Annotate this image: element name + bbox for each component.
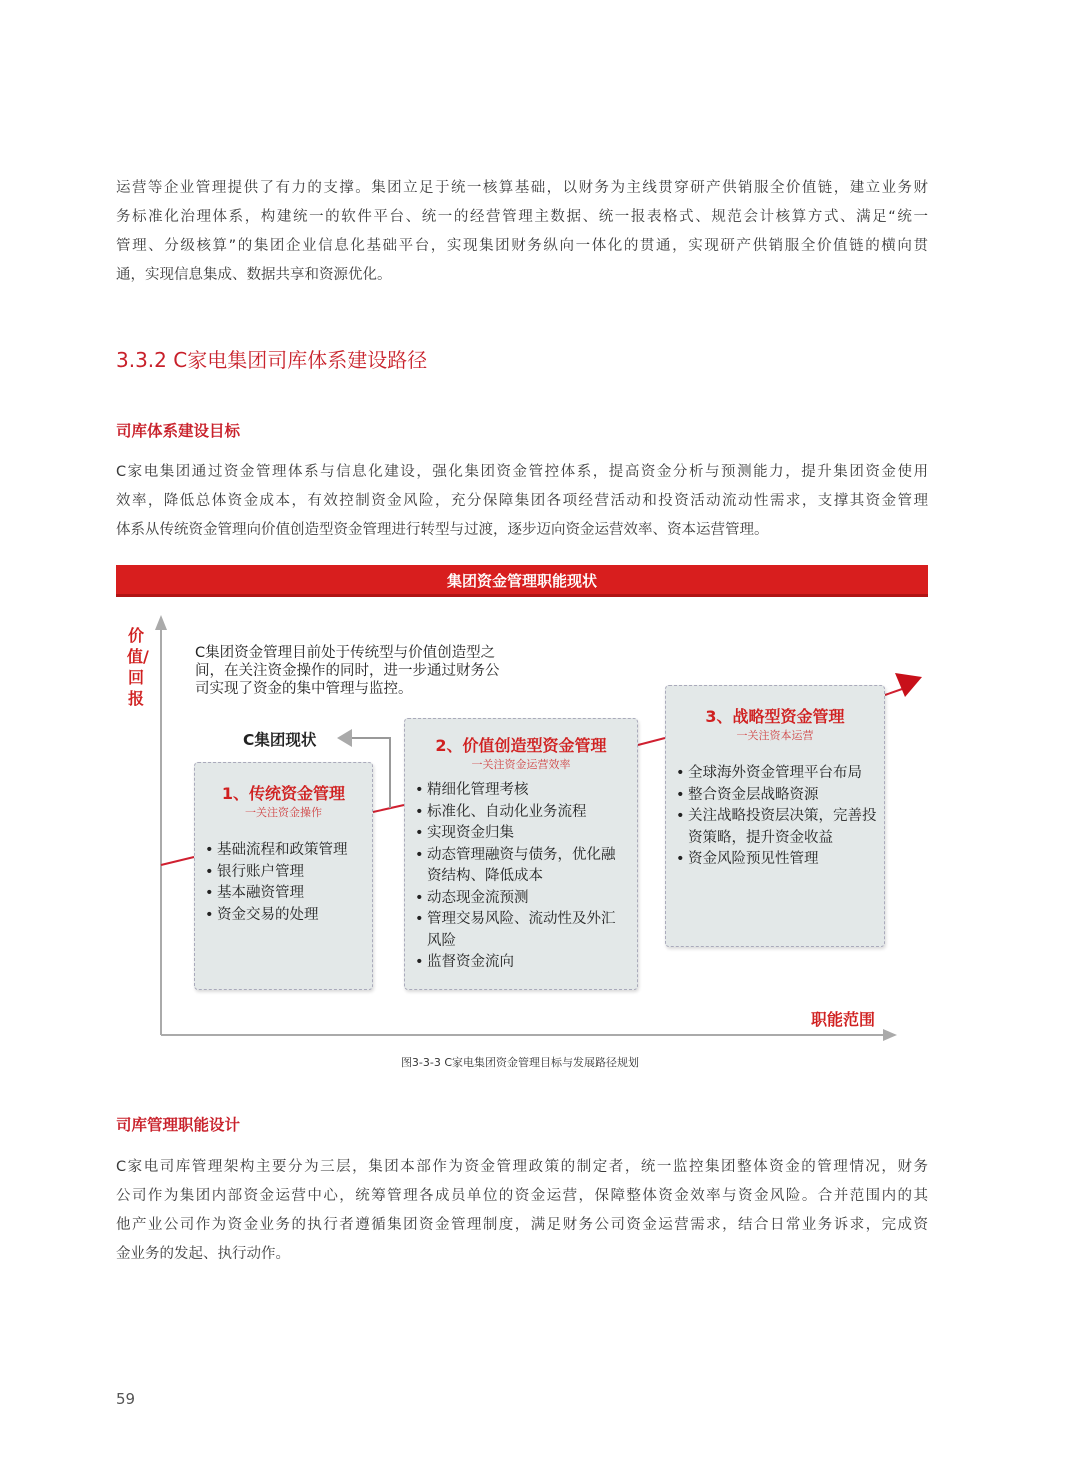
text-line: C家电集团通过资金管理体系与信息化建设，强化集团资金管控体系，提高资金分析与预测能力，提升集团资金使用 [116,464,928,480]
subheading-goal: 司库体系建设目标 [116,422,241,440]
x-axis-arrow-icon [883,1029,897,1041]
y-axis-arrow-icon [155,615,167,630]
text-line: 金业务的发起、执行动作。 [116,1246,290,1262]
text-line: 间，在关注资金操作的同时，进一步通过财务公 [195,663,500,679]
list-item: • 管理交易风险、流动性及外汇风险 [413,909,628,952]
list-item: • 实现资金归集 [413,823,628,845]
stage-title: 2、价值创造型资金管理 [435,736,607,755]
list-item: • 资金风险预见性管理 [674,849,879,871]
text-line: 体系从传统资金管理向价值创造型资金管理进行转型与过渡，逐步迈向资金运营效率、资本运营管理。 [116,522,769,538]
text-line: C家电司库管理架构主要分为三层，集团本部作为资金管理政策的制定者，统一监控集团整体资金的管理情况，财务 [116,1159,928,1175]
list-item: • 动态现金流预测 [413,888,628,910]
trend-line [638,738,665,745]
list-item: • 关注战略投资层决策，完善投资策略，提升资金收益 [674,806,879,849]
figure-caption: 图3-3-3 C家电集团资金管理目标与发展路径规划 [400,1056,640,1069]
stage-box-traditional [194,762,373,990]
section-title: 3.3.2 C家电集团司库体系建设路径 [116,348,428,372]
stage-subtitle: 一关注资金运营效率 [471,758,571,771]
stage-title: 3、战略型资金管理 [705,707,845,726]
list-item: • 全球海外资金管理平台布局 [674,763,879,785]
list-item: • 监督资金流向 [413,952,628,974]
text-line: 管理、分级核算”的集团企业信息化基础平台，实现集团财务纵向一体化的贯通，实现研产供销服全价值链的横向贯 [116,238,928,254]
page-number: 59 [116,1390,136,1408]
list-item: • 银行账户管理 [203,862,372,884]
stage-subtitle: 一关注资本运营 [736,729,814,742]
trend-arrow-icon [895,673,922,697]
text-line: 务标准化治理体系，构建统一的软件平台、统一的经营管理主数据、统一报表格式、规范会计核算方式、满足“统一 [116,209,928,225]
list-item: • 标准化、自动化业务流程 [413,802,628,824]
text-line: 效率，降低总体资金成本，有效控制资金风险，充分保障集团各项经营活动和投资活动流动性需求，支撑其资金管理 [116,493,928,509]
figure-banner: 集团资金管理职能现状 [116,565,928,597]
list-item: • 基础流程和政策管理 [203,840,372,862]
subheading-function: 司库管理职能设计 [116,1116,241,1134]
text-line: 他产业公司作为资金业务的执行者遵循集团资金管理制度，满足财务公司资金运营需求，结合日常业务诉求，完成资 [116,1217,928,1233]
stage-title: 1、传统资金管理 [221,784,346,803]
trend-line [373,805,404,812]
list-item: • 动态管理融资与债务，优化融资结构、降低成本 [413,845,628,888]
text-line: C集团资金管理目前处于传统型与价值创造型之 [195,645,496,661]
text-line: 公司作为集团内部资金运营中心，统筹管理各成员单位的资金运营，保障整体资金效率与资金风险。合并范围内的其 [116,1188,928,1204]
list-item: • 整合资金层战略资源 [674,785,879,807]
stage-box-value-creation [404,718,638,990]
paragraph-function [116,1153,928,1269]
text-line: 司实现了资金的集中管理与监控。 [195,681,413,697]
current-pointer-arrow-icon [337,729,352,747]
list-item: • 精细化管理考核 [413,780,628,802]
y-axis-label: 价值/回报 [127,626,149,708]
x-axis-label: 职能范围 [811,1010,876,1029]
figure-note [195,644,500,698]
text-line: 通，实现信息集成、数据共享和资源优化。 [116,267,392,283]
text-line: 运营等企业管理提供了有力的支撑。集团立足于统一核算基础，以财务为主线贯穿研产供销服全价值链，建立业务财 [116,180,928,196]
stage-box-strategic [665,685,885,947]
list-item: • 资金交易的处理 [203,905,372,927]
list-item: • 基本融资管理 [203,883,372,905]
current-status-label: C集团现状 [243,731,317,749]
stage-subtitle: 一关注资金操作 [245,806,322,819]
trend-line [161,857,194,865]
